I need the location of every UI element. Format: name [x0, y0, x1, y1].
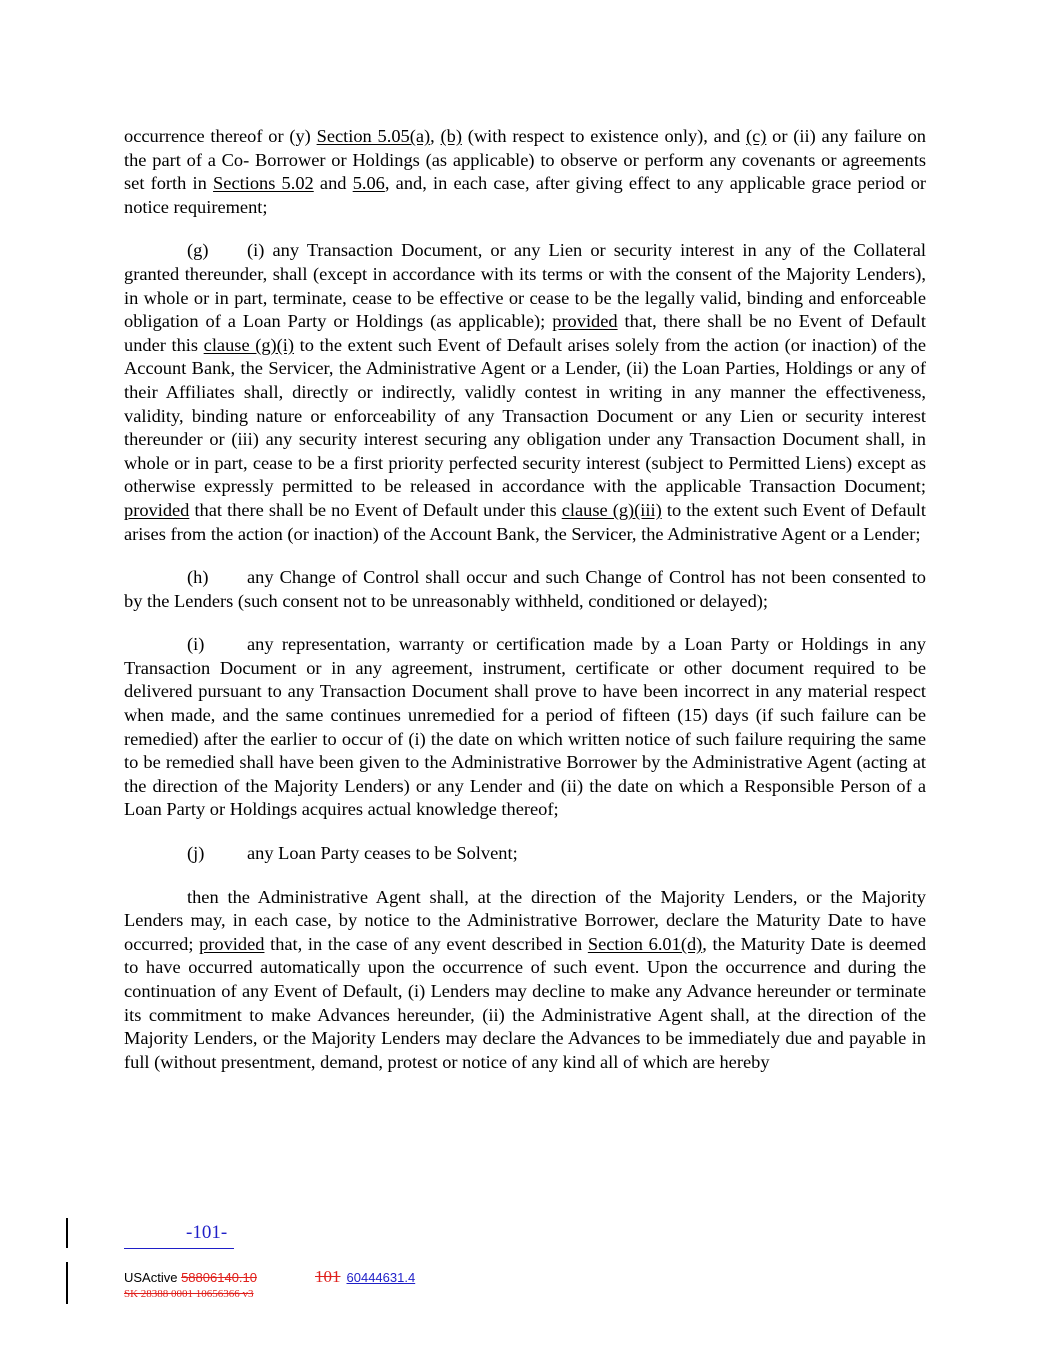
- page-number: -101-: [124, 1222, 234, 1249]
- change-bar: [66, 1262, 68, 1304]
- clause-j: (j) any Loan Party ceases to be Solvent;: [124, 842, 926, 866]
- remedies-paragraph: then the Administrative Agent shall, at the direction of the Majority Lenders, or the Majority Lenders may, in each case, by notice to the Administrative Borrower, declare the Maturity Date to have occurred; provided that, in the case of any event described in Section 6.01(d), the Maturity Date is deemed to have occurred automatically upon the occurrence of such event. Upon the occurrence and during the continuation of any Event of Default, (i) Lenders may decline to make any Advance hereunder or terminate its commitment to make Advances hereunder, (ii) the Administrative Agent shall, at the direction of the Majority Lenders, or the Majority Lenders may declare the Advances to be immediately due and payable in full (without presentment, demand, protest or notice of any kind all of which are hereby: [124, 886, 927, 1072]
- clause-label: (j): [187, 843, 205, 864]
- paragraph-continuation: occurrence thereof or (y) Section 5.05(a), (b) (with respect to existence only), and (c) or (ii) any failure on the part of a Co- Borrower or Holdings (as applicable) to observe or perform any covenants or agreements set forth in Sections 5.02 and 5.06, and, in each case, after giving effect to any applicable grace period or notice requirement;: [124, 126, 927, 217]
- clause-label: (g): [187, 240, 209, 261]
- clause-label: (h): [187, 567, 209, 588]
- deleted-page-number: 101: [315, 1267, 341, 1286]
- document-id: USActive 58806140.10 101 60444631.4: [124, 1267, 416, 1286]
- clause-label: (i): [187, 634, 205, 655]
- deleted-doc-number: 58806140.10: [181, 1270, 257, 1285]
- inserted-doc-number: 60444631.4: [346, 1270, 416, 1285]
- clause-i: (i) any representation, warranty or certification made by a Loan Party or Holdings in any Transaction Document or in any agreement, instrument, certificate or other document required to be delivered pursuant to any Transaction Document shall prove to have been incorrect in any material respect when made, and the same continues unremedied for a period of fifteen (15) days (if such failure can be remedied) after the earlier to occur of (i) the date on which written notice of such failure requiring the same to be remedied shall have been given to the Administrative Borrower by the Administrative Agent (acting at the direction of the Majority Lenders) or any Lender and (ii) the date on which a Responsible Person of a Loan Party or Holdings acquires actual knowledge thereof;: [124, 634, 926, 820]
- document-body: [124, 125, 926, 1094]
- old-document-id: SK 28388 0001 10656366 v3: [124, 1288, 254, 1300]
- clause-g: (g) (i) any Transaction Document, or any Lien or security interest in any of the Collateral granted thereunder, shall (except in accordance with its terms or with the consent of the Majority Lenders), in whole or in part, terminate, cease to be effective or cease to be the legally valid, binding and enforceable obligation of a Loan Party or Holdings (as applicable); provided that, there shall be no Event of Default under this clause (g)(i) to the extent such Event of Default arises solely from the action (or inaction) of the Account Bank, the Servicer, the Administrative Agent or a Lender, (ii) the Loan Parties, Holdings or any of their Affiliates shall, directly or indirectly, validly contest in writing in any manner the effectiveness, validity, binding nature or enforceability of any Transaction Document or any Lien or security interest thereunder or (iii) any security interest securing any obligation under any Transaction Document shall, in whole or in part, cease to be a first priority perfected security interest (subject to Permitted Liens) except as otherwise expressly permitted to be released in accordance with the applicable Transaction Document; provided that there shall be no Event of Default under this clause (g)(iii) to the extent such Event of Default arises from the action (or inaction) of the Account Bank, the Servicer, the Administrative Agent or a Lender;: [124, 240, 926, 544]
- clause-h: (h) any Change of Control shall occur and such Change of Control has not been consented to by the Lenders (such consent not to be unreasonably withheld, conditioned or delayed);: [124, 567, 926, 611]
- change-bar: [66, 1218, 68, 1248]
